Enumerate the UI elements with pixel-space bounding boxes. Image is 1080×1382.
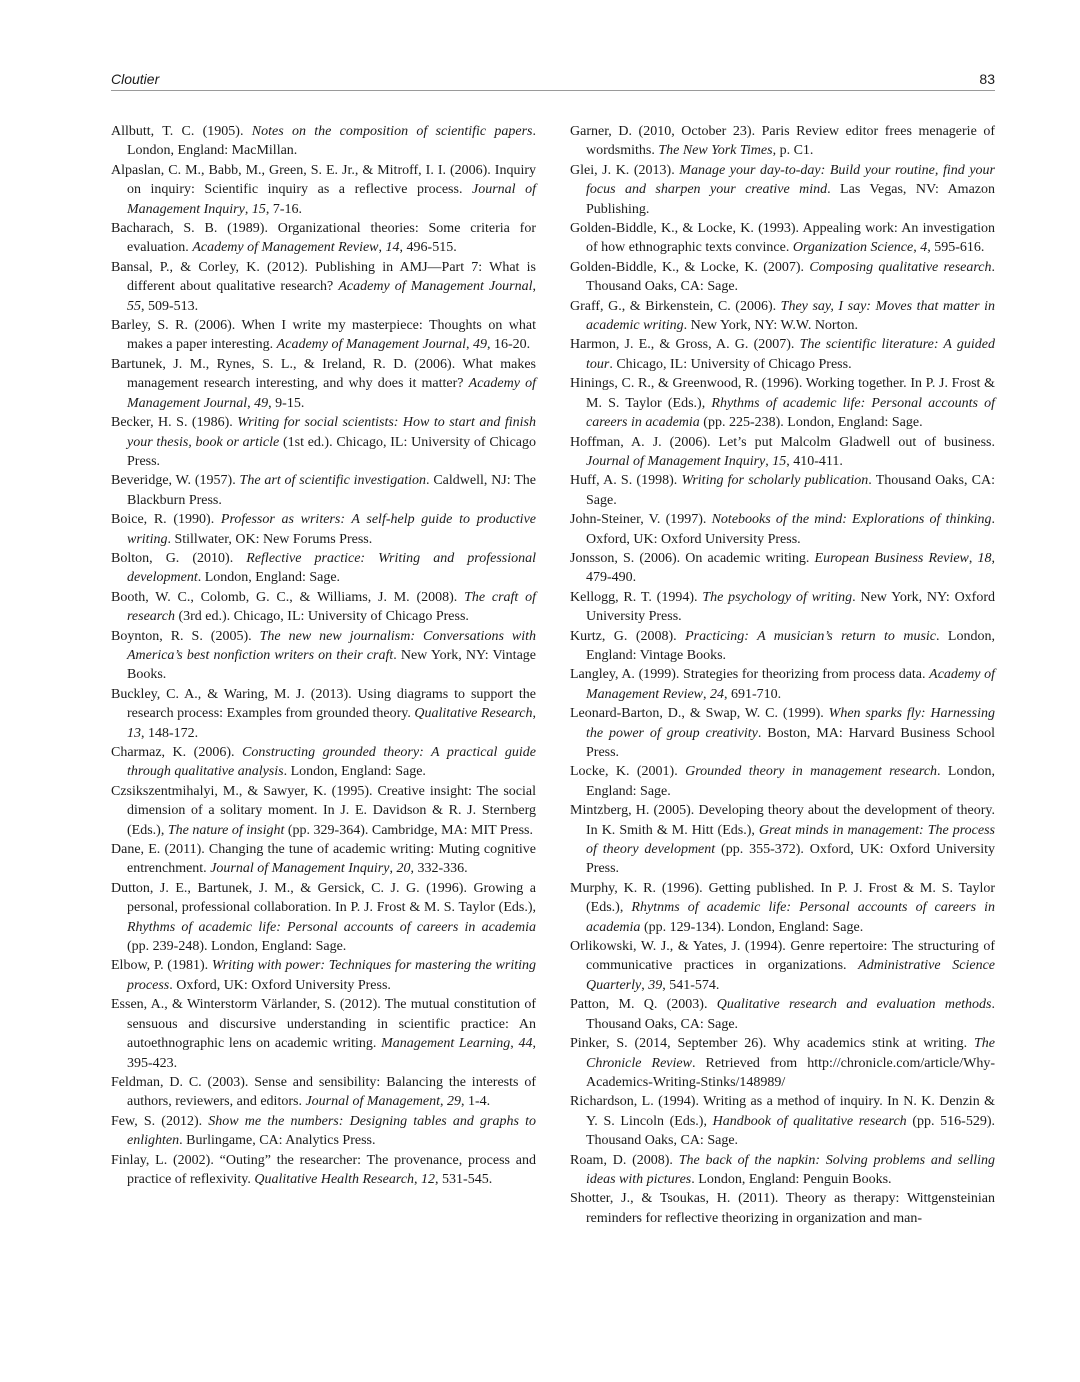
reference-entry: Boice, R. (1990). Professor as writers: A self-help guide to productive writing. Stillwater, OK: New Forums Press. (111, 512, 537, 547)
reference-entry: Richardson, L. (1994). Writing as a method of inquiry. In N. K. Denzin & Y. S. Lincoln (Eds.), Handbook of qualitative research (pp. 516-529). Thousand Oaks, CA: Sage. (570, 1094, 995, 1149)
reference-entry: Langley, A. (1999). Strategies for theorizing from process data. Academy of Management Review, 24, 691-710. (570, 667, 995, 702)
reference-entry: Czsikszentmihalyi, M., & Sawyer, K. (1995). Creative insight: The social dimension of a solitary moment. In J. E. Davidson & R. J. Sternberg (Eds.), The nature of insight (pp. 329-364). Cambridge, MA: MIT Press. (111, 783, 536, 838)
reference-entry: Bartunek, J. M., Rynes, S. L., & Ireland, R. D. (2006). What makes management research interesting, and why does it matter? Academy of Management Journal, 49, 9-15. (111, 356, 536, 411)
reference-entry: Dane, E. (2011). Changing the tune of academic writing: Muting cognitive entrenchment. Journal of Management Inquiry, 20, 332-336. (111, 842, 536, 877)
reference-entry: Graff, G., & Birkenstein, C. (2006). They say, I say: Moves that matter in academic writing. New York, NY: W.W. Norton. (570, 298, 995, 334)
reference-entry: Alpaslan, C. M., Babb, M., Green, S. E. Jr., & Mitroff, I. I. (2006). Inquiry on inquiry: Scientific inquiry as a reflective process. Journal of Management Inquiry, 15, 7-16. (111, 162, 536, 217)
reference-entry: Jonsson, S. (2006). On academic writing. European Business Review, 18, 479-490. (570, 550, 996, 586)
reference-entry: Barley, S. R. (2006). When I write my masterpiece: Thoughts on what makes a paper interesting. Academy of Management Journal, 49, 16-20. (111, 318, 536, 353)
reference-entry: Golden-Biddle, K., & Locke, K. (1993). Appealing work: An investigation of how ethnographic texts convince. Organization Science, 4, 595-616. (570, 221, 995, 256)
reference-entry: Bacharach, S. B. (1989). Organizational theories: Some criteria for evaluation. Academy of Management Review, 14, 496-515. (111, 221, 536, 256)
reference-entry: Dutton, J. E., Bartunek, J. M., & Gersick, C. J. G. (1996). Growing a personal, professional collaboration. In P. J. Frost & M. S. Taylor (Eds.), Rhythms of academic life: Personal accounts of careers in academia (pp. 239-248). London, England: Sage. (111, 880, 536, 955)
reference-entry: Booth, W. C., Colomb, G. C., & Williams, J. M. (2008). The craft of research (3rd ed.). Chicago, IL: University of Chicago Press. (111, 589, 536, 625)
reference-entry: Buckley, C. A., & Waring, M. J. (2013). Using diagrams to support the research process: Examples from grounded theory. Qualitative Research, 13, 148-172. (111, 686, 536, 741)
reference-entry: Bolton, G. (2010). Reflective practice: Writing and professional development. London, England: Sage. (111, 550, 536, 586)
reference-entry: Garner, D. (2010, October 23). Paris Review editor frees menagerie of wordsmiths. The New York Times, p. C1. (570, 124, 995, 159)
reference-entry: Boynton, R. S. (2005). The new new journalism: Conversations with America’s best nonfiction writers on their craft. New York, NY: Vintage Books. (111, 628, 536, 683)
reference-entry: Elbow, P. (1981). Writing with power: Techniques for mastering the writing process. Oxford, UK: Oxford University Press. (111, 958, 536, 993)
reference-entry: Kellogg, R. T. (1994). The psychology of writing. New York, NY: Oxford University Press. (570, 589, 996, 625)
references-left-column (111, 122, 536, 1189)
reference-entry: Pinker, S. (2014, September 26). Why academics stink at writing. The Chronicle Review. Retrieved from http://chronicle.com/article/Why-Academics-Writing-Stinks/148989/ (570, 1036, 995, 1090)
reference-entry: Bansal, P., & Corley, K. (2012). Publishing in AMJ—Part 7: What is different about qualitative research? Academy of Management Journal, 55, 509-513. (111, 259, 536, 314)
running-head: Cloutier (111, 71, 160, 87)
reference-entry: Golden-Biddle, K., & Locke, K. (2007). Composing qualitative research. Thousand Oaks, CA: Sage. (570, 259, 996, 295)
reference-entry: Mintzberg, H. (2005). Developing theory about the development of theory. In K. Smith & M. Hitt (Eds.), Great minds in management: The process of theory development (pp. 355-372). Oxford, UK: Oxford University Press. (570, 803, 996, 877)
reference-entry: Hinings, C. R., & Greenwood, R. (1996). Working together. In P. J. Frost & M. S. Taylor (Eds.), Rhythms of academic life: Personal accounts of careers in academia (pp. 225-238). London, England: Sage. (570, 376, 995, 431)
page-number: 83 (979, 71, 995, 87)
reference-entry: Leonard-Barton, D., & Swap, W. C. (1999). When sparks fly: Harnessing the power of group creativity. Boston, MA: Harvard Business School Press. (570, 706, 996, 760)
reference-entry: Patton, M. Q. (2003). Qualitative research and evaluation methods. Thousand Oaks, CA: Sage. (570, 997, 995, 1032)
reference-entry: Allbutt, T. C. (1905). Notes on the composition of scientific papers. London, England: MacMillan. (111, 124, 536, 159)
reference-entry: John-Steiner, V. (1997). Notebooks of the mind: Explorations of thinking. Oxford, UK: Oxford University Press. (570, 512, 995, 547)
references-right-column (570, 122, 995, 1228)
reference-entry: Essen, A., & Winterstorm Värlander, S. (2012). The mutual constitution of sensuous and discursive understanding in scientific practice: An autoethnographic lens on academic writing. Management Learning, 44, 395-423. (111, 997, 536, 1071)
reference-entry: Roam, D. (2008). The back of the napkin: Solving problems and selling ideas with pictures. London, England: Penguin Books. (570, 1152, 995, 1187)
page-header (111, 62, 995, 91)
reference-entry: Orlikowski, W. J., & Yates, J. (1994). Genre repertoire: The structuring of communicative practices in organizations. Administrative Science Quarterly, 39, 541-574. (570, 939, 995, 993)
reference-entry: Finlay, L. (2002). “Outing” the researcher: The provenance, process and practice of reflexivity. Qualitative Health Research, 12, 531-545. (111, 1152, 536, 1187)
reference-entry: Feldman, D. C. (2003). Sense and sensibility: Balancing the interests of authors, reviewers, and editors. Journal of Management, 29, 1-4. (111, 1074, 536, 1110)
reference-entry: Kurtz, G. (2008). Practicing: A musician’s return to music. London, England: Vintage Books. (570, 628, 995, 663)
reference-entry: Hoffman, A. J. (2006). Let’s put Malcolm Gladwell out of business. Journal of Management Inquiry, 15, 410-411. (570, 434, 995, 469)
reference-entry: Harmon, J. E., & Gross, A. G. (2007). The scientific literature: A guided tour. Chicago, IL: University of Chicago Press. (570, 337, 995, 372)
reference-entry: Becker, H. S. (1986). Writing for social scientists: How to start and finish your thesis, book or article (1st ed.). Chicago, IL: University of Chicago Press. (111, 415, 536, 469)
reference-entry: Few, S. (2012). Show me the numbers: Designing tables and graphs to enlighten. Burlingame, CA: Analytics Press. (111, 1113, 536, 1149)
reference-entry: Charmaz, K. (2006). Constructing grounded theory: A practical guide through qualitative analysis. London, England: Sage. (111, 745, 537, 780)
reference-entry: Shotter, J., & Tsoukas, H. (2011). Theory as therapy: Wittgensteinian reminders for reflective theorizing in organization and man- (570, 1191, 995, 1226)
reference-entry: Beveridge, W. (1957). The art of scientific investigation. Caldwell, NJ: The Blackburn Press. (111, 473, 536, 508)
reference-entry: Huff, A. S. (1998). Writing for scholarly publication. Thousand Oaks, CA: Sage. (570, 473, 995, 508)
reference-entry: Glei, J. K. (2013). Manage your day-to-day: Build your routine, find your focus and sharpen your creative mind. Las Vegas, NV: Amazon Publishing. (570, 162, 996, 217)
reference-entry: Murphy, K. R. (1996). Getting published. In P. J. Frost & M. S. Taylor (Eds.), Rhytnms of academic life: Personal accounts of careers in academia (pp. 129-134). London, England: Sage. (570, 880, 995, 935)
reference-entry: Locke, K. (2001). Grounded theory in management research. London, England: Sage. (570, 764, 995, 799)
